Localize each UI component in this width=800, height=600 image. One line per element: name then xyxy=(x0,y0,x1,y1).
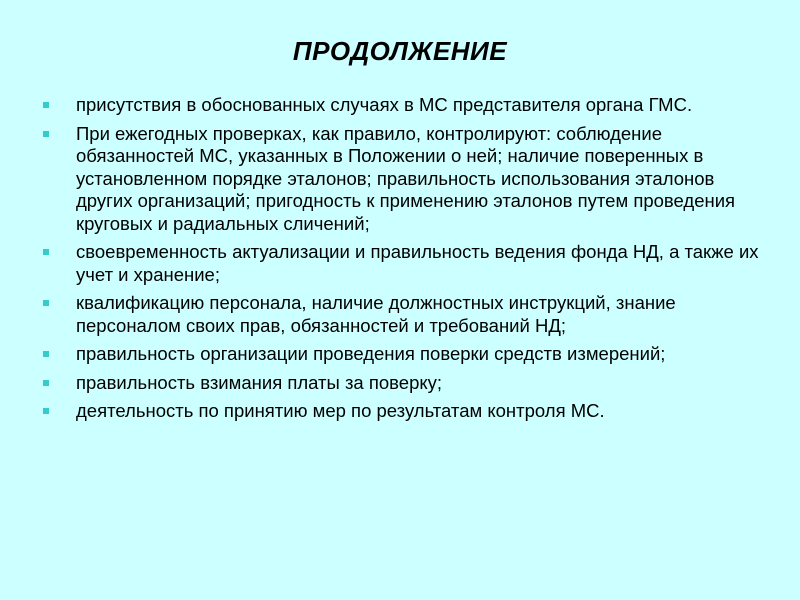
bullet-item xyxy=(43,94,763,117)
bullet-text: правильность организации проведения поверки средств измерений; xyxy=(76,343,666,364)
bullet-text: квалификацию персонала, наличие должностных инструкций, знание персоналом своих прав, обязанностей и требований НД; xyxy=(76,292,676,336)
bullet-text: деятельность по принятию мер по результатам контроля МС. xyxy=(76,400,605,421)
slide-title: ПРОДОЛЖЕНИЕ xyxy=(292,36,508,66)
square-bullet-icon xyxy=(43,131,49,137)
bullet-item xyxy=(43,343,763,366)
bullet-list xyxy=(43,94,763,429)
square-bullet-icon xyxy=(43,408,49,414)
square-bullet-icon xyxy=(43,300,49,306)
bullet-text: присутствия в обоснованных случаях в МС представителя органа ГМС. xyxy=(76,94,693,115)
bullet-text: своевременность актуализации и правильность ведения фонда НД, а также их учет и хранение; xyxy=(76,241,759,285)
square-bullet-icon xyxy=(43,249,49,255)
square-bullet-icon xyxy=(43,380,49,386)
bullet-text: правильность взимания платы за поверку; xyxy=(76,371,443,393)
bullet-item xyxy=(43,400,763,423)
bullet-item xyxy=(43,372,763,395)
square-bullet-icon xyxy=(43,351,49,357)
bullet-item xyxy=(43,241,763,286)
bullet-item xyxy=(43,292,763,337)
bullet-item xyxy=(43,123,763,236)
bullet-text: При ежегодных проверках, как правило, контролируют: соблюдение обязанностей МС, указанных в Положении о ней; наличие поверенных в установленном порядке эталонов; правильность использования эталонов других организаций; пригодность к применению эталонов путем проведения круговых и радиальных сличений; xyxy=(76,122,736,234)
square-bullet-icon xyxy=(43,102,49,108)
